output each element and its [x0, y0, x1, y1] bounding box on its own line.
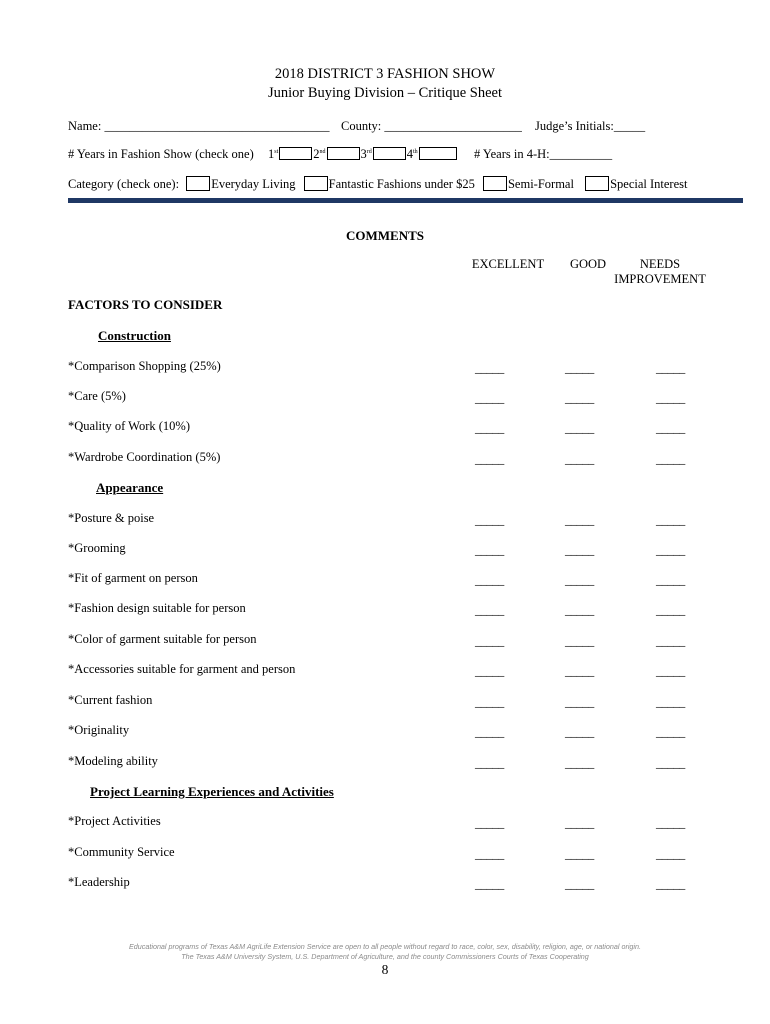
- rating-blank-excellent[interactable]: _____: [475, 421, 504, 435]
- needs-label: NEEDS: [639, 257, 681, 271]
- year-checkbox-2[interactable]: [327, 147, 360, 160]
- factor-label: *Wardrobe Coordination (5%): [68, 450, 221, 464]
- rating-blank-excellent[interactable]: _____: [475, 725, 504, 739]
- factor-label: *Care (5%): [68, 389, 126, 403]
- header-divider: [68, 198, 743, 203]
- document-title: 2018 DISTRICT 3 FASHION SHOW: [274, 66, 496, 82]
- judge-initials-field[interactable]: Judge’s Initials:_____: [535, 119, 646, 133]
- factor-label: *Fit of garment on person: [68, 571, 198, 585]
- factor-label: *Fashion design suitable for person: [68, 601, 246, 615]
- rating-blank-needs-improvement[interactable]: _____: [656, 421, 685, 435]
- rating-blank-needs-improvement[interactable]: _____: [656, 756, 685, 770]
- factor-label: *Community Service: [68, 845, 175, 859]
- column-excellent: EXCELLENT: [471, 257, 545, 271]
- rating-blank-excellent[interactable]: _____: [475, 391, 504, 405]
- rating-blank-excellent[interactable]: _____: [475, 361, 504, 375]
- rating-blank-good[interactable]: _____: [565, 756, 594, 770]
- rating-blank-good[interactable]: _____: [565, 452, 594, 466]
- rating-blank-excellent[interactable]: _____: [475, 573, 504, 587]
- factor-label: *Accessories suitable for garment and person: [68, 662, 296, 676]
- rating-blank-good[interactable]: _____: [565, 391, 594, 405]
- factor-label: *Comparison Shopping (25%): [68, 359, 221, 373]
- year-checkbox-3[interactable]: [373, 147, 406, 160]
- category-checkbox-semi-formal[interactable]: [483, 176, 507, 191]
- factor-label: *Quality of Work (10%): [68, 419, 191, 433]
- category-checkbox-everyday-living[interactable]: [186, 176, 210, 191]
- factors-heading: FACTORS TO CONSIDER: [68, 297, 223, 312]
- years-in-show-row: [68, 147, 612, 162]
- document-subtitle: Junior Buying Division – Critique Sheet: [267, 85, 502, 101]
- category-row: [68, 176, 687, 192]
- category-fantastic-fashions: Fantastic Fashions under $25: [328, 177, 475, 191]
- category-special-interest: Special Interest: [610, 177, 688, 191]
- page-number: 8: [381, 962, 389, 977]
- year-option-2: 2nd: [313, 147, 326, 161]
- rating-blank-needs-improvement[interactable]: _____: [656, 664, 685, 678]
- category-semi-formal: Semi-Formal: [507, 177, 574, 191]
- rating-blank-excellent[interactable]: _____: [475, 847, 504, 861]
- county-field[interactable]: County: ______________________: [341, 119, 522, 133]
- rating-blank-needs-improvement[interactable]: _____: [656, 603, 685, 617]
- rating-blank-excellent[interactable]: _____: [475, 634, 504, 648]
- rating-blank-good[interactable]: _____: [565, 725, 594, 739]
- rating-blank-needs-improvement[interactable]: _____: [656, 513, 685, 527]
- year-checkbox-4[interactable]: [419, 147, 457, 160]
- factor-label: *Posture & poise: [68, 511, 155, 525]
- rating-blank-needs-improvement[interactable]: _____: [656, 361, 685, 375]
- rating-blank-good[interactable]: _____: [565, 543, 594, 557]
- year-option-4: 4th: [406, 147, 418, 161]
- category-everyday-living: Everyday Living: [211, 177, 296, 191]
- rating-blank-good[interactable]: _____: [565, 573, 594, 587]
- footer-disclaimer: [0, 942, 770, 962]
- rating-blank-excellent[interactable]: _____: [475, 603, 504, 617]
- rating-blank-good[interactable]: _____: [565, 695, 594, 709]
- rating-blank-good[interactable]: _____: [565, 847, 594, 861]
- rating-blank-needs-improvement[interactable]: _____: [656, 847, 685, 861]
- rating-blank-excellent[interactable]: _____: [475, 877, 504, 891]
- section-heading-construction: Construction: [98, 328, 171, 343]
- name-field[interactable]: Name: ____________________________________: [68, 119, 330, 133]
- rating-blank-needs-improvement[interactable]: _____: [656, 725, 685, 739]
- rating-blank-good[interactable]: _____: [565, 603, 594, 617]
- factor-label: *Leadership: [68, 875, 130, 889]
- rating-blank-good[interactable]: _____: [565, 361, 594, 375]
- factor-label: *Project Activities: [68, 814, 161, 828]
- rating-blank-good[interactable]: _____: [565, 877, 594, 891]
- factor-label: *Originality: [68, 723, 130, 737]
- comments-heading: COMMENTS: [346, 228, 424, 243]
- rating-blank-good[interactable]: _____: [565, 664, 594, 678]
- section-heading-project-learning: Project Learning Experiences and Activities: [90, 784, 334, 799]
- year-checkbox-1[interactable]: [279, 147, 312, 160]
- factor-label: *Grooming: [68, 541, 126, 555]
- footer-line-2: The Texas A&M University System, U.S. Department of Agriculture, and the county Commissioners Courts of Texas Cooperating: [181, 952, 589, 961]
- rating-blank-good[interactable]: _____: [565, 421, 594, 435]
- rating-blank-needs-improvement[interactable]: _____: [656, 452, 685, 466]
- rating-blank-needs-improvement[interactable]: _____: [656, 816, 685, 830]
- rating-blank-excellent[interactable]: _____: [475, 543, 504, 557]
- rating-blank-good[interactable]: _____: [565, 816, 594, 830]
- category-checkbox-special-interest[interactable]: [585, 176, 609, 191]
- factor-label: *Current fashion: [68, 693, 153, 707]
- category-checkbox-fantastic-fashions[interactable]: [304, 176, 328, 191]
- rating-blank-excellent[interactable]: _____: [475, 816, 504, 830]
- rating-blank-needs-improvement[interactable]: _____: [656, 573, 685, 587]
- rating-blank-needs-improvement[interactable]: _____: [656, 695, 685, 709]
- rating-blank-good[interactable]: _____: [565, 634, 594, 648]
- factor-label: *Modeling ability: [68, 754, 158, 768]
- rating-blank-excellent[interactable]: _____: [475, 452, 504, 466]
- improvement-label: IMPROVEMENT: [614, 272, 706, 286]
- rating-blank-good[interactable]: _____: [565, 513, 594, 527]
- year-option-1: 1st: [268, 147, 279, 161]
- column-needs-improvement: [600, 257, 720, 287]
- rating-blank-needs-improvement[interactable]: _____: [656, 877, 685, 891]
- years-in-show-label: # Years in Fashion Show (check one): [68, 147, 254, 161]
- column-good: GOOD: [569, 257, 607, 271]
- footer-line-1: Educational programs of Texas A&M AgriLife Extension Service are open to all people without regard to race, color, sex, disability, religion, age, or national origin.: [128, 942, 642, 951]
- section-heading-appearance: Appearance: [96, 480, 164, 495]
- factor-label: *Color of garment suitable for person: [68, 632, 257, 646]
- rating-blank-excellent[interactable]: _____: [475, 664, 504, 678]
- year-option-3: 3rd: [360, 147, 372, 161]
- rating-blank-needs-improvement[interactable]: _____: [656, 634, 685, 648]
- rating-blank-excellent[interactable]: _____: [475, 513, 504, 527]
- category-label: Category (check one):: [68, 177, 180, 191]
- rating-blank-excellent[interactable]: _____: [475, 695, 504, 709]
- rating-blank-excellent[interactable]: _____: [475, 756, 504, 770]
- years-in-4h-field[interactable]: # Years in 4-H:__________: [473, 147, 613, 161]
- rating-blank-needs-improvement[interactable]: _____: [656, 391, 685, 405]
- rating-blank-needs-improvement[interactable]: _____: [656, 543, 685, 557]
